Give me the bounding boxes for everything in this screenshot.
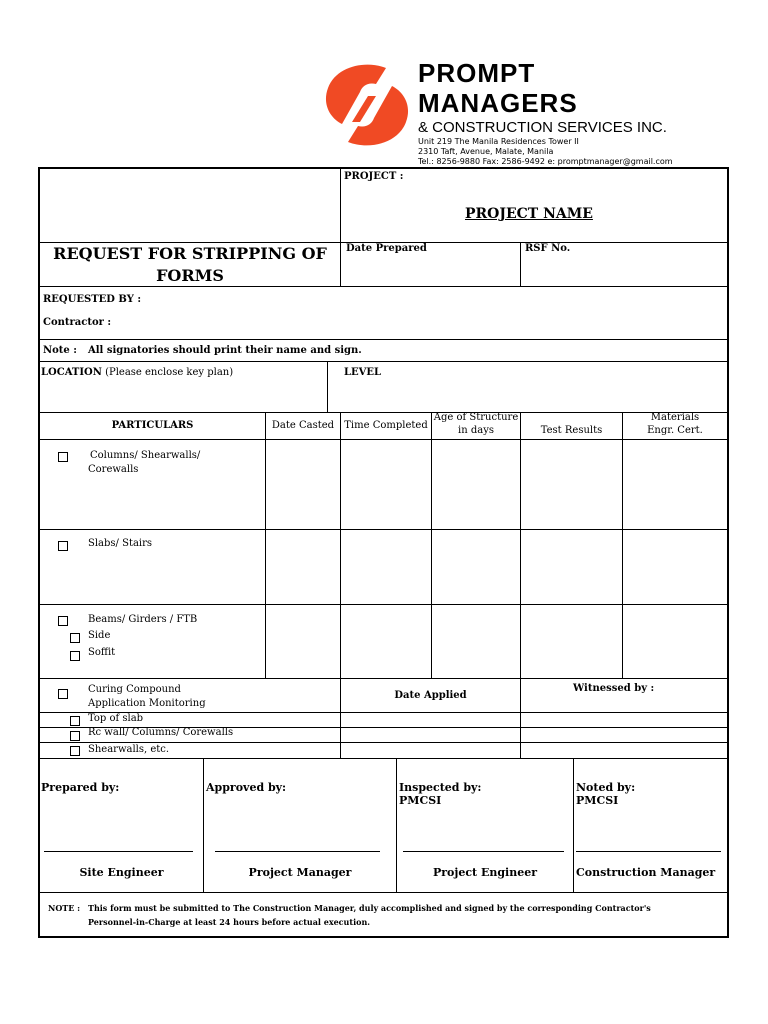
witnessed-by-label: Witnessed by : — [573, 683, 655, 694]
note-label: Note : — [43, 345, 77, 356]
prepared-by-label: Prepared by: — [41, 781, 120, 794]
beams-checkbox[interactable] — [58, 616, 68, 626]
project-manager-signature-line[interactable] — [215, 851, 380, 852]
approved-by-label: Approved by: — [206, 781, 287, 794]
slabs-checkbox[interactable] — [58, 541, 68, 551]
company-name-line2: MANAGERS — [418, 88, 578, 118]
project-manager-title: Project Manager — [248, 866, 352, 879]
footer-note-line2: Personnel-in-Charge at least 24 hours before actual execution. — [88, 917, 371, 927]
company-subtitle: & CONSTRUCTION SERVICES INC. — [418, 119, 667, 136]
noted-by-label: Noted by: — [576, 781, 636, 794]
row-side: Side — [88, 630, 111, 641]
row-rc-wall: Rc wall/ Columns/ Corewalls — [88, 727, 234, 738]
row-curing-line2: Application Monitoring — [88, 698, 206, 709]
inspected-by-org: PMCSI — [399, 794, 442, 807]
side-checkbox[interactable] — [70, 633, 80, 643]
noted-by-org: PMCSI — [576, 794, 619, 807]
header-materials-line2: Engr. Cert. — [647, 425, 703, 436]
row-shearwalls: Shearwalls, etc. — [88, 744, 170, 755]
location-hint: (Please enclose key plan) — [105, 367, 234, 378]
footer-note-label: NOTE : — [48, 903, 81, 913]
header-time-completed: Time Completed — [344, 420, 428, 431]
note-text: All signatories should print their name and sign. — [88, 345, 362, 356]
site-engineer-signature-line[interactable] — [44, 851, 193, 852]
soffit-checkbox[interactable] — [70, 651, 80, 661]
company-name-line1: PROMPT — [418, 58, 536, 88]
row-beams: Beams/ Girders / FTB — [88, 614, 198, 625]
row-top-of-slab: Top of slab — [88, 713, 144, 724]
construction-manager-signature-line[interactable] — [576, 851, 721, 852]
project-name[interactable]: PROJECT NAME — [465, 206, 593, 222]
level-label: LEVEL — [344, 367, 382, 378]
columns-checkbox[interactable] — [58, 452, 68, 462]
header-test-results: Test Results — [540, 425, 603, 436]
contractor-label: Contractor : — [43, 317, 112, 328]
company-address-2: 2310 Taft, Avenue, Malate, Manila — [418, 147, 554, 156]
footer-note-line1: This form must be submitted to The Construction Manager, duly accomplished and signed by the corresponding Contractor's — [88, 903, 651, 913]
company-address-1: Unit 219 The Manila Residences Tower II — [418, 137, 579, 146]
project-engineer-signature-line[interactable] — [403, 851, 564, 852]
form-title-line1: REQUEST FOR STRIPPING OF — [53, 244, 327, 263]
row-soffit: Soffit — [88, 647, 116, 658]
site-engineer-title: Site Engineer — [79, 866, 164, 879]
row-columns-line1: Columns/ Shearwalls/ — [90, 450, 201, 461]
rsf-no-label: RSF No. — [525, 243, 571, 254]
row-columns-line2: Corewalls — [88, 464, 139, 475]
location-label: LOCATION — [41, 367, 102, 378]
header-age-line2: in days — [458, 425, 494, 436]
requested-by-label: REQUESTED BY : — [43, 294, 142, 305]
header-materials-line1: Materials — [650, 412, 700, 423]
rc-wall-checkbox[interactable] — [70, 731, 80, 741]
row-curing-line1: Curing Compound — [88, 684, 181, 695]
top-of-slab-checkbox[interactable] — [70, 716, 80, 726]
form-title-line2: FORMS — [156, 266, 224, 285]
project-label: PROJECT : — [344, 171, 404, 182]
header-date-casted: Date Casted — [271, 420, 335, 431]
construction-manager-title: Construction Manager — [576, 866, 716, 879]
shearwalls-checkbox[interactable] — [70, 746, 80, 756]
company-contact: Tel.: 8256-9880 Fax: 2586-9492 e: promptmanager@gmail.com — [418, 157, 673, 166]
project-engineer-title: Project Engineer — [432, 866, 538, 879]
header-particulars: PARTICULARS — [111, 420, 194, 431]
date-prepared-label: Date Prepared — [346, 243, 427, 254]
header-age-line1: Age of Structure — [433, 412, 519, 423]
location-field — [41, 367, 233, 378]
row-slabs: Slabs/ Stairs — [88, 538, 153, 549]
inspected-by-label: Inspected by: — [399, 781, 482, 794]
company-logo-icon — [322, 62, 412, 148]
date-applied-label: Date Applied — [394, 690, 467, 701]
curing-checkbox[interactable] — [58, 689, 68, 699]
